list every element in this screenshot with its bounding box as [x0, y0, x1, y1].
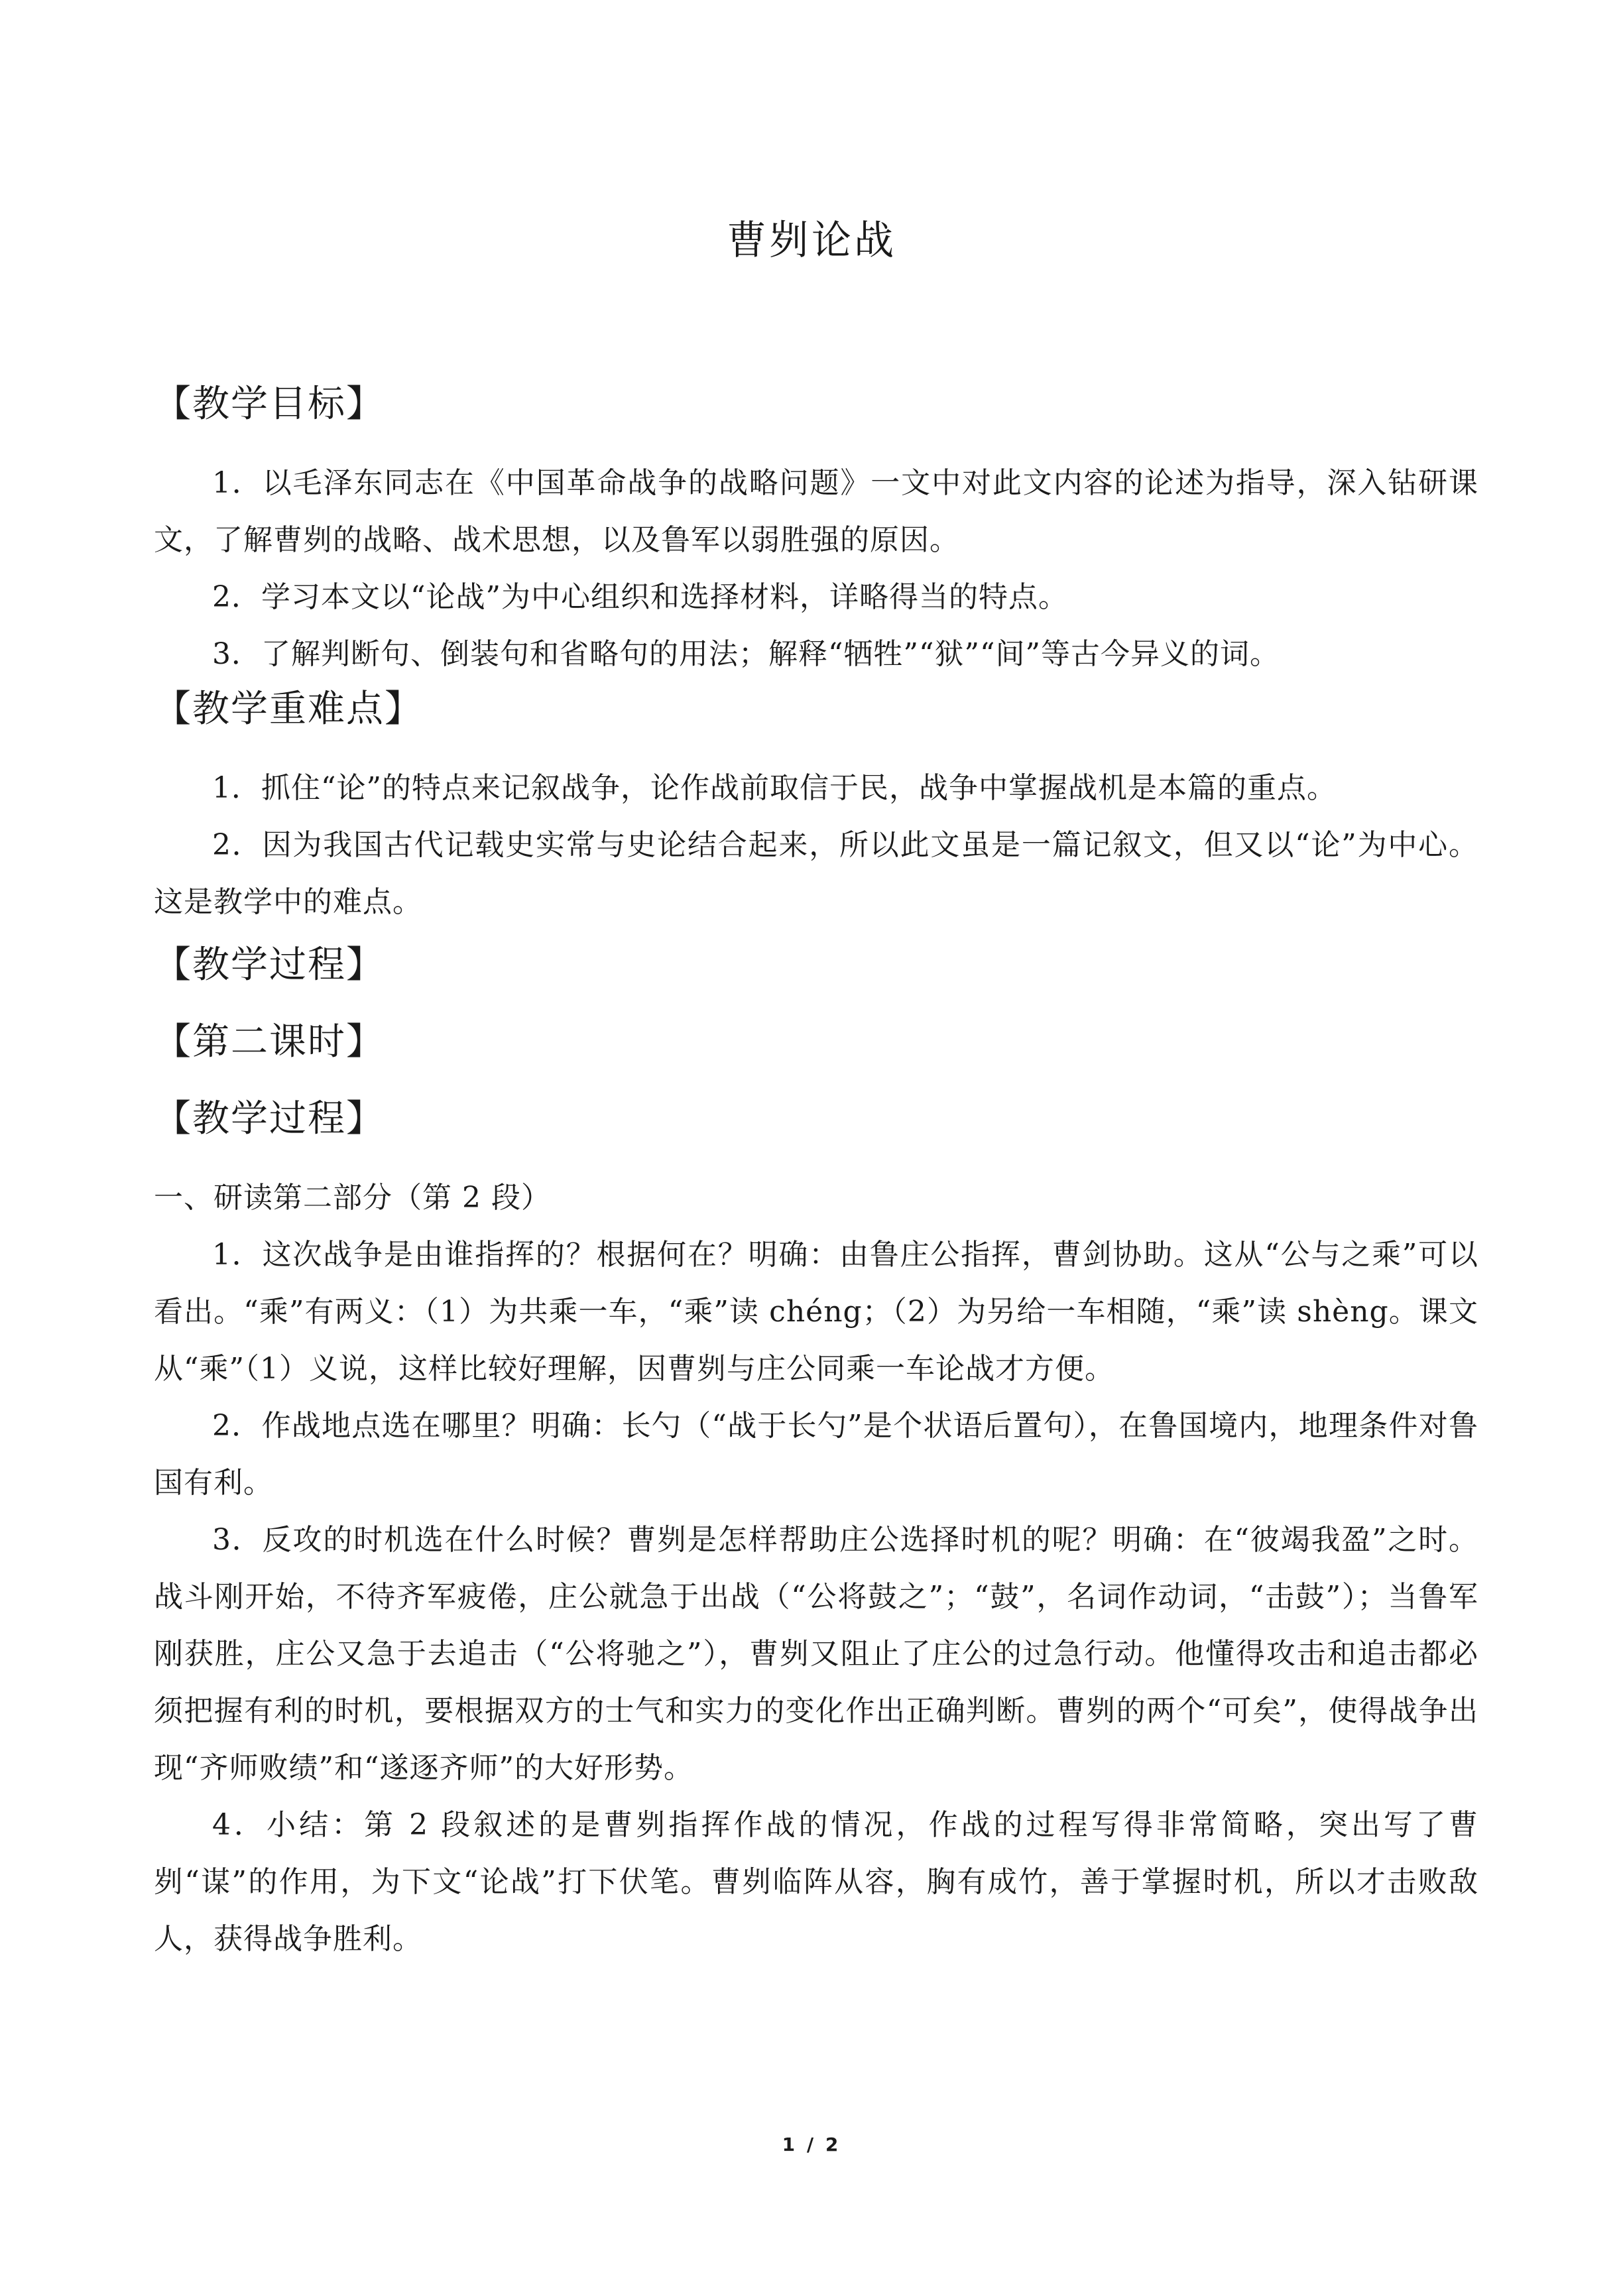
goal-item-1: 1．以毛泽东同志在《中国革命战争的战略问题》一文中对此文内容的论述为指导，深入钻研课文，了解曹刿的战略、战术思想，以及鲁军以弱胜强的原因。 [154, 466, 1478, 557]
part-heading: 一、研读第二部分（第 2 段） [154, 1181, 551, 1215]
difficulty-item-2: 2．因为我国古代记载史实常与史论结合起来，所以此文虽是一篇记叙文，但又以“论”为中心。这是教学中的难点。 [154, 828, 1478, 919]
section-heading-process-1: 【教学过程】 [154, 943, 385, 987]
part-item-3: 3．反攻的时机选在什么时候？曹刿是怎样帮助庄公选择时机的呢？明确：在“彼竭我盈”之时。战斗刚开始，不待齐军疲倦，庄公就急于出战（“公将鼓之”；“鼓”，名词作动词，“击鼓”）；当鲁军刚获胜，庄公又急于去追击（“公将驰之”），曹刿又阻止了庄公的过急行动。他懂得攻击和追击都必须把握有利的时机，要根据双方的士气和实力的变化作出正确判断。曹刿的两个“可矣”，使得战争出现“齐师败绩”和“遂逐齐师”的大好形势。 [154, 1523, 1478, 1785]
page-number: 1 / 2 [782, 2134, 841, 2155]
difficulty-item-1: 1．抓住“论”的特点来记叙战争，论作战前取信于民，战争中掌握战机是本篇的重点。 [212, 771, 1337, 805]
part-item-1: 1．这次战争是由谁指挥的？根据何在？明确：由鲁庄公指挥，曹剑协助。这从“公与之乘”可以看出。“乘”有两义：（1）为共乘一车，“乘”读 chéng；（2）为另给一车相随，“乘”读 shèng。课文从“乘”（1）义说，这样比较好理解，因曹刿与庄公同乘一车论战才方便。 [154, 1238, 1478, 1386]
section-heading-difficulty: 【教学重难点】 [154, 688, 423, 731]
goal-item-2: 2．学习本文以“论战”为中心组织和选择材料，详略得当的特点。 [212, 580, 1068, 614]
part-item-2: 2．作战地点选在哪里？明确：长勺（“战于长勺”是个状语后置句），在鲁国境内，地理条件对鲁国有利。 [154, 1409, 1478, 1500]
page-title: 曹刿论战 [727, 217, 896, 264]
section-heading-goals: 【教学目标】 [154, 383, 385, 426]
section-heading-lesson: 【第二课时】 [154, 1020, 385, 1063]
section-heading-process-2: 【教学过程】 [154, 1097, 385, 1140]
part-item-4: 4．小结：第 2 段叙述的是曹刿指挥作战的情况，作战的过程写得非常简略，突出写了曹刿“谋”的作用，为下文“论战”打下伏笔。曹刿临阵从容，胸有成竹，善于掌握时机，所以才击败敌人，获得战争胜利。 [154, 1808, 1478, 1956]
document-body [154, 378, 1478, 1968]
goal-item-3: 3．了解判断句、倒装句和省略句的用法；解释“牺牲”“狱”“间”等古今异义的词。 [212, 637, 1280, 671]
